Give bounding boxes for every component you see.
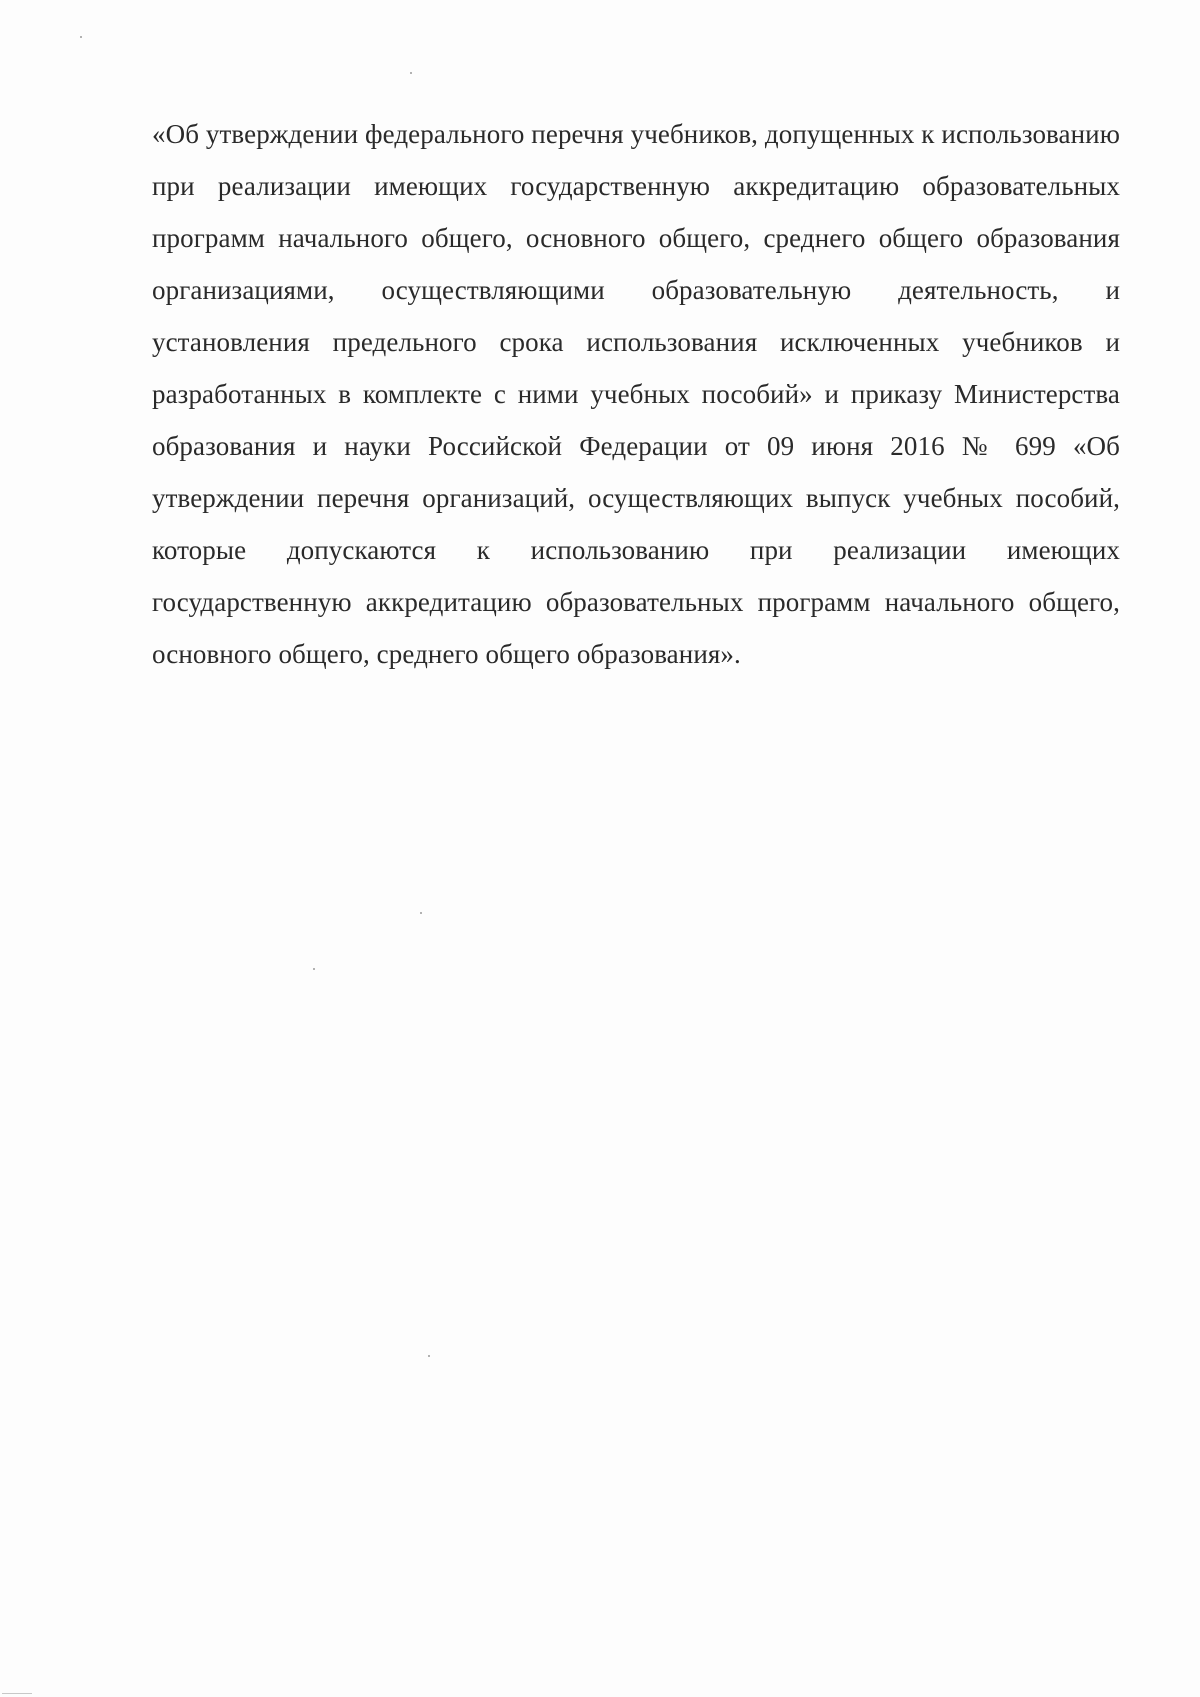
scan-speck <box>420 912 422 914</box>
scan-speck <box>410 72 412 74</box>
document-paragraph: «Об утверждении федерального перечня учебников, допущенных к использованию при реализации имеющих государственную аккредитацию образовательных программ начального общего, основного общего, среднего общего образования организациями, осуществляющими образовательную деятельность, и установления предельного срока использования исключенных учебников и разработанных в комплекте с ними учебных пособий» и приказу Министерства образования и науки Российской Федерации от 09 июня 2016 № 699 «Об утверждении перечня организаций, осуществляющих выпуск учебных пособий, которые допускаются к использованию при реализации имеющих государственную аккредитацию образовательных программ начального общего, основного общего, среднего общего образования». <box>152 119 1120 669</box>
scan-speck <box>428 1355 430 1357</box>
scan-edge-mark <box>2 1693 32 1694</box>
scan-speck <box>313 968 315 970</box>
scan-speck <box>80 36 82 38</box>
